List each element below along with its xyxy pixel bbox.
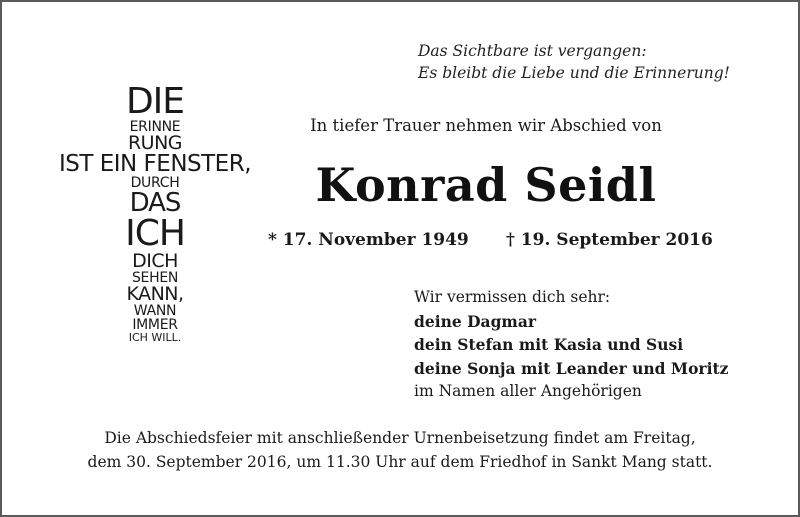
cross-word: KANN, — [126, 283, 184, 305]
family-member: deine Sonja mit Leander und Moritz — [414, 358, 729, 378]
family-intro: Wir vermissen dich sehr: — [414, 288, 611, 306]
family-block — [414, 286, 774, 404]
cross-word: ICH — [125, 213, 185, 254]
cross-word: ICH WILL. — [128, 331, 182, 344]
cross-word: IST EIN FENSTER, — [58, 151, 251, 177]
family-member: deine Dagmar — [414, 311, 537, 331]
cross-word: ERINNE — [129, 119, 181, 135]
cross-poem — [20, 81, 290, 344]
birth-date: * 17. November 1949 — [268, 230, 469, 250]
family-member: dein Stefan mit Kasia und Susi — [414, 335, 684, 354]
cross-word: RUNG — [127, 132, 183, 154]
cross-word: DICH — [132, 250, 178, 272]
motto-line-2: Es bleibt die Liebe und die Erinnerung! — [418, 64, 730, 82]
cross-word: DURCH — [130, 175, 180, 191]
cross-word: SEHEN — [131, 270, 179, 286]
cross-word: DAS — [129, 188, 181, 218]
intro-line: In tiefer Trauer nehmen wir Abschied von — [310, 116, 662, 135]
service-line-1: Die Abschiedsfeier mit anschließender Urnenbeisetzung findet am Freitag, — [104, 429, 696, 447]
service-info — [40, 426, 760, 474]
motto-line-1: Das Sichtbare ist vergangen: — [418, 42, 647, 60]
deceased-name: Konrad Seidl — [315, 158, 657, 212]
cross-word: IMMER — [132, 317, 178, 333]
cross-word: DIE — [125, 81, 185, 122]
motto — [418, 40, 758, 84]
family-closing: im Namen aller Angehörigen — [414, 382, 642, 400]
death-date: † 19. September 2016 — [506, 230, 713, 250]
cross-word: WANN — [133, 303, 177, 319]
service-line-2: dem 30. September 2016, um 11.30 Uhr auf dem Friedhof in Sankt Mang statt. — [87, 453, 713, 471]
